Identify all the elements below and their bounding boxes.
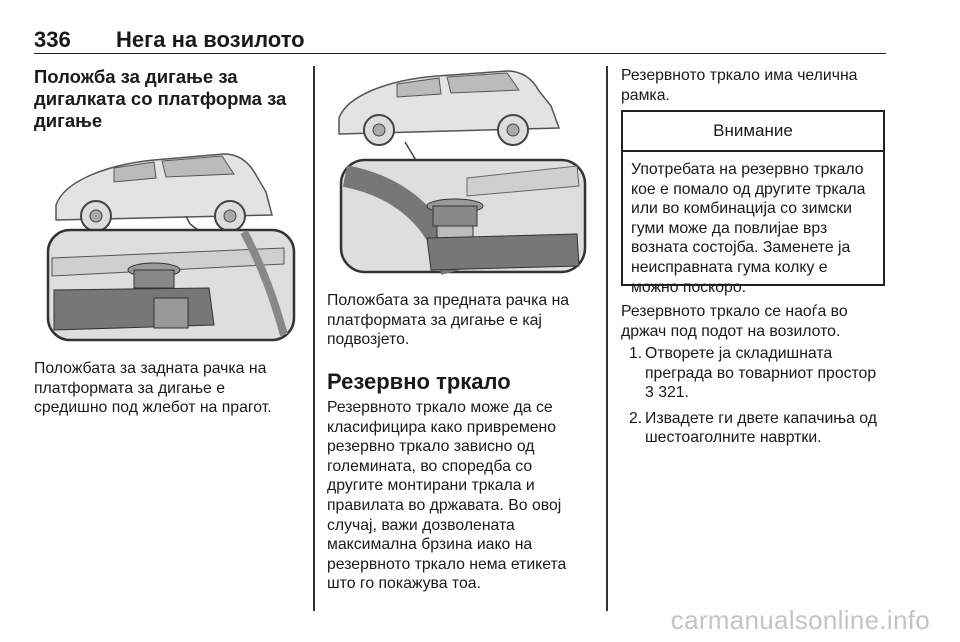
watermark: carmanualsonline.info xyxy=(670,605,930,635)
step-number: 2. xyxy=(629,409,643,427)
column-divider-2 xyxy=(606,66,608,611)
list-item: 2. Извадете ги двете капачиња од шестоаголните навртки. xyxy=(629,409,877,447)
list-item: 1. Отворете ја складишната преграда во товарниот простор 3 321. xyxy=(629,345,877,402)
warning-title: Внимание xyxy=(623,112,883,152)
warning-body: Употребата на резервно тркало кое е помало од другите тркала или во комбинација со зимски гуми може да повлијае врз возната состојба. Заменете ја неисправната гума колку е можно поскоро. xyxy=(631,161,866,296)
spare-wheel-body: Резервното тркало може да се класифицира како привремено резервно тркало зависно од големината, во споредба со другите монтирани тркала и правилата во државата. Во овој случај, важи дозволената максимална брзина иако на резервното тркало нема етикета што го покажува тоа. xyxy=(327,399,567,593)
page-header xyxy=(34,27,886,54)
page-number: 336 xyxy=(34,27,71,52)
spare-wheel-heading: Резервно тркало xyxy=(327,369,511,394)
front-lift-point-illustration xyxy=(327,66,591,278)
chapter-title: Нега на возилото xyxy=(116,27,305,52)
page-reference-icon[interactable]: 3 xyxy=(645,384,654,402)
procedure-steps xyxy=(621,344,891,454)
step-number: 1. xyxy=(629,345,643,362)
front-lift-caption: Положбата за предната рачка на платформата за дигање е кај подвозјето. xyxy=(327,292,570,349)
page-reference[interactable]: 321. xyxy=(658,384,689,402)
section-heading-lift-position: Положба за дигање за дигалката со платформа за дигање xyxy=(34,66,287,131)
rear-lift-point-illustration xyxy=(34,140,298,345)
spare-wheel-location: Резервното тркало се наоѓа во држач под подот на возилото. xyxy=(621,303,848,340)
steel-rim-note: Резервното тркало има челична рамка. xyxy=(621,67,858,104)
rear-lift-caption: Положбата за задната рачка на платформата за дигање е средишно под жлебот на прагот. xyxy=(34,360,272,417)
warning-box xyxy=(621,110,885,296)
column-divider-1 xyxy=(313,66,315,611)
